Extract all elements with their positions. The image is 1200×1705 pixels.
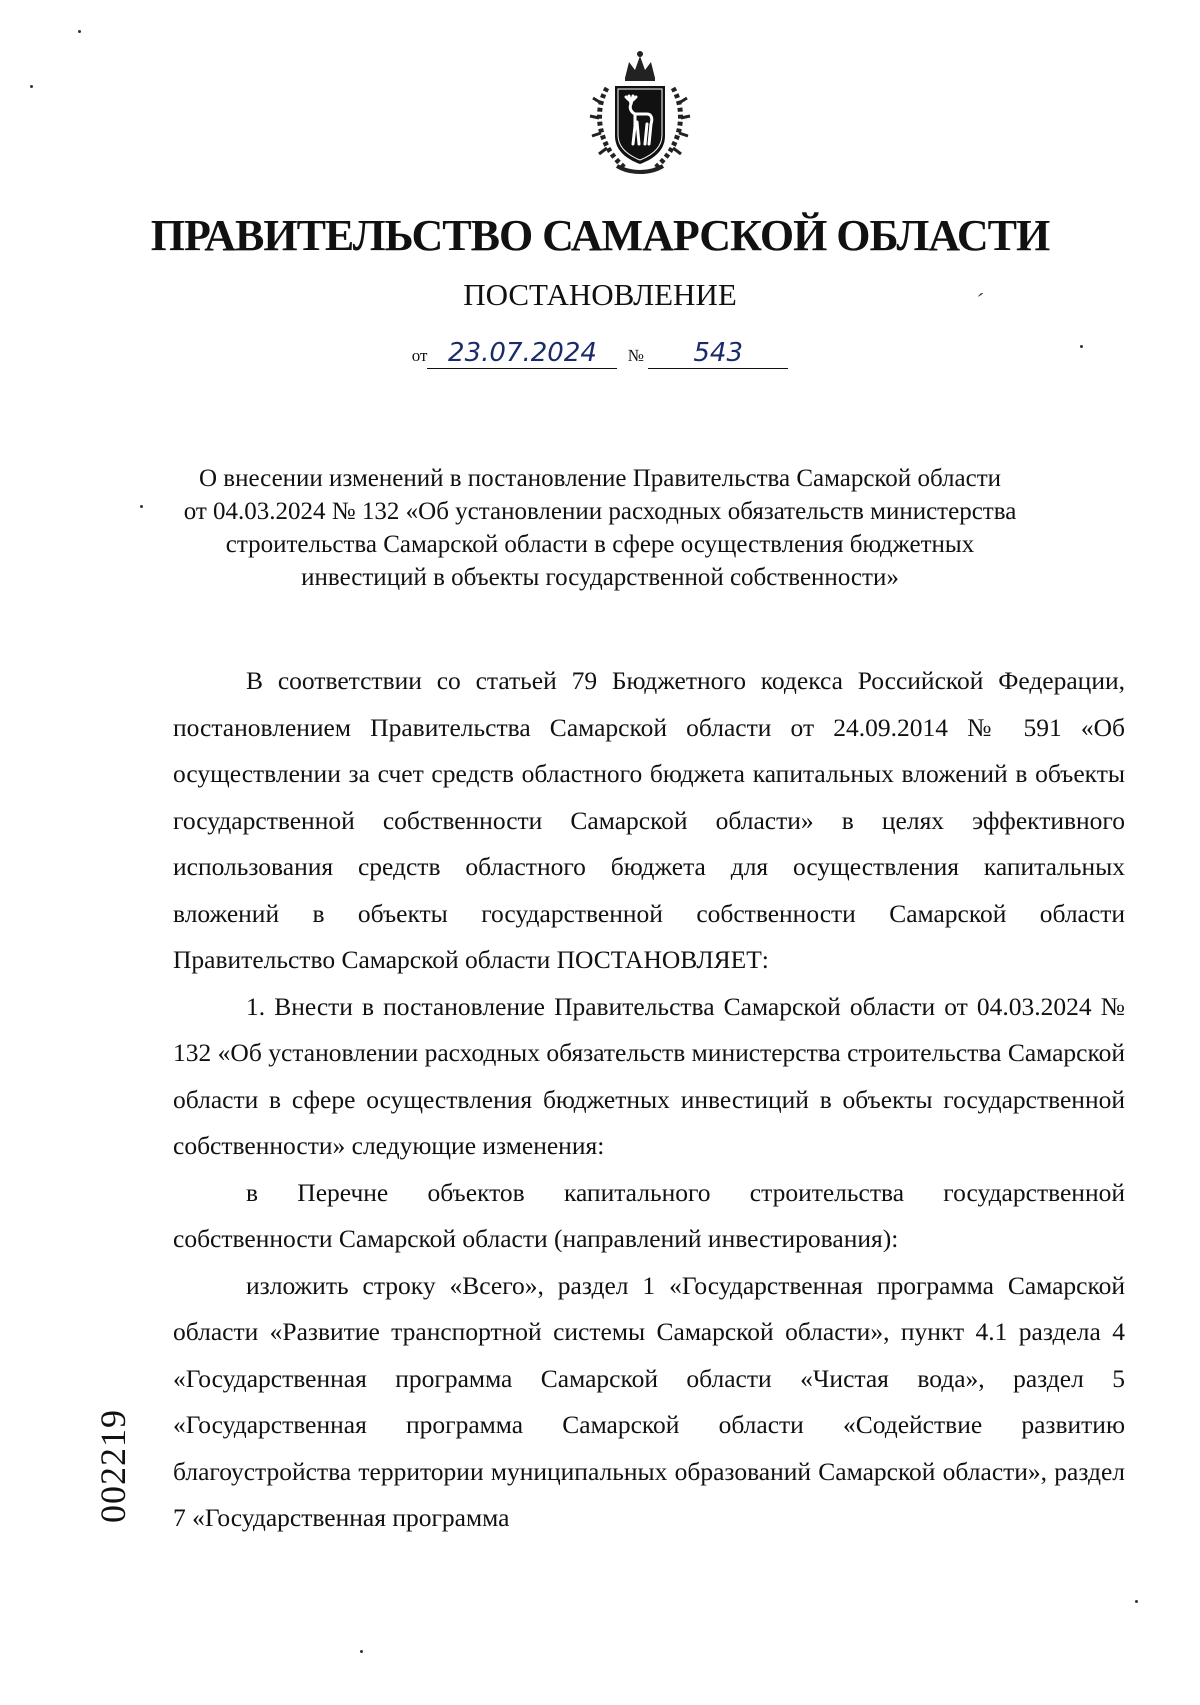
- organization-title: ПРАВИТЕЛЬСТВО САМАРСКОЙ ОБЛАСТИ: [150, 211, 1050, 260]
- body-paragraph: 1. Внести в постановление Правительства Самарской области от 04.03.2024 № 132 «Об установлении расходных обязательств министерства строительства Самарской области в сфере осуществления бюджетных инвестиций в объекты государственной собственности» следующие изменения:: [173, 991, 1125, 1160]
- date-prefix: от: [411, 346, 428, 365]
- subject-line: строительства Самарской области в сфере осуществления бюджетных: [225, 531, 975, 558]
- number-prefix: №: [627, 346, 644, 365]
- subject-line: О внесении изменений в постановление Правительства Самарской области: [198, 465, 1002, 492]
- scan-speck: [1080, 345, 1083, 348]
- scan-speck: [78, 30, 81, 33]
- document-subject: [170, 462, 1030, 594]
- scan-speck: [1135, 1600, 1138, 1603]
- pen-mark: ˏ: [977, 272, 985, 297]
- scan-speck: [360, 1650, 363, 1653]
- scan-speck: [140, 505, 143, 508]
- handwritten-date: 23.07.2024: [427, 338, 617, 369]
- document-type: ПОСТАНОВЛЕНИЕ: [463, 277, 737, 312]
- coat-of-arms-icon: [585, 48, 695, 180]
- body-paragraph: изложить строку «Всего», раздел 1 «Государственная программа Самарской области «Развитие транспортной системы Самарской области», пункт 4.1 раздела 4 «Государственная программа Самарской области «Чистая вода», раздел 5 «Государственная программа Самарской области «Содействие развитию благоустройства территории муниципальных образований Самарской области», раздел 7 «Государственная программа: [173, 1270, 1125, 1532]
- body-paragraph: В соответствии со статьей 79 Бюджетного кодекса Российской Федерации, постановлением Правительства Самарской области от 24.09.2014 № 591 «Об осуществлении за счет средств областного бюджета капитальных вложений в объекты государственной собственности Самарской области» в целях эффективного использования средств областного бюджета для осуществления капитальных вложений в объекты государственной собственности Самарской области Правительство Самарской области ПОСТАНОВЛЯЕТ:: [173, 666, 1125, 974]
- date-number-line: [0, 338, 1200, 374]
- subject-line: инвестиций в объекты государственной собственности»: [301, 564, 899, 591]
- subject-line: от 04.03.2024 № 132 «Об установлении расходных обязательств министерства: [183, 498, 1017, 525]
- scan-speck: [30, 85, 33, 88]
- document-body: [173, 658, 1125, 1542]
- registration-code: 002219: [93, 1409, 133, 1523]
- handwritten-number: 543: [648, 338, 788, 369]
- body-paragraph: в Перечне объектов капитального строительства государственной собственности Самарской области (направлений инвестирования):: [173, 1177, 1125, 1253]
